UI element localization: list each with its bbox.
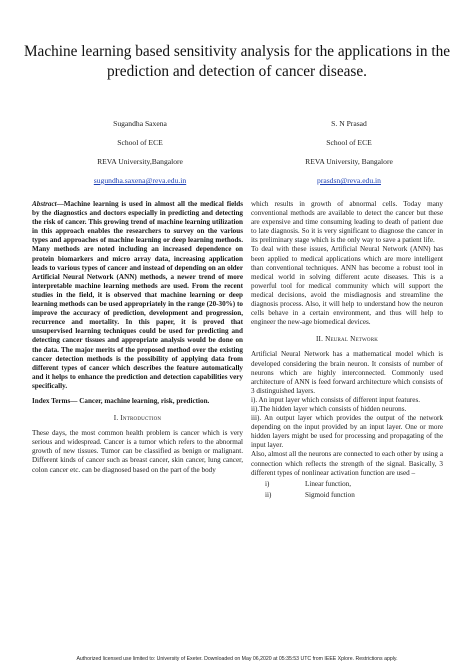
abstract-text: —Machine learning is used in almost all the medical fields by the diagnostics and doctors especially in predicting and detecting the risk of cancer. This growing trend of machine learning utilization in this approach enables the researchers to survey on the various types and approaches of machine learning or deep learning methods. Many methods are noted including an increased dependence on protein biomarkers and micro array data, increasing application leads to various types of cancer and instead of depending on an older Artificial Neural Network (ANN) methods, a newer trend of more interpretable machine learning methods are used. From the recent studies in the field, it is observed that machine learning or deep learning methods can be used appropriately in the range (20-30%) to improve the accuracy of prediction, development and progression, recurrence and mortality. In this paper, it is proved that unsupervised learning techniques could be used for predicting and detecting cancer tissues and appropriate analysis would be done on the data. The major merits of the proposed method over the existing cancer detection methods is the possibility of applying data from different types of cancer which describes the feature automatically and it helps to enhance the prediction and detection capabilities very specifically. — [32, 200, 243, 390]
index-terms: Index Terms— Cancer, machine learning, risk, prediction. — [32, 396, 210, 405]
activation-list-item: ii) Sigmoid function — [265, 490, 355, 499]
paper-title: Machine learning based sensitivity analysis for the applications in the prediction and detection of cancer disease. — [23, 43, 451, 80]
author-email-link[interactable]: prasdsn@reva.edu.in — [317, 176, 381, 185]
author-institution: REVA University,Bangalore — [97, 157, 183, 166]
abstract — [32, 200, 243, 391]
author-department: School of ECE — [326, 138, 372, 147]
left-column — [32, 200, 243, 475]
paragraph: Artificial Neural Network has a mathematical model which is developed considering the brain neuron. It consists of number of neurons which are highly interconnected. Commonly used architecture of ANN is feed forward architecture which consists of 3 distinguished layers. — [251, 350, 443, 395]
author-department: School of ECE — [117, 138, 163, 147]
paragraph: To deal with these issues, Artificial Neural Network (ANN) has been applied to medical applications which are more intelligent than conventional techniques. ANN has become a robust tool in medical world in solving different acute diseases. This is a powerful tool for medical community which will support the medical decisions, avoid the misdiagnosis and streamline the diagnosis process. Also, it will help to understand how the neuron cells behave in a certain environment, and thus will help to engineer the new-age biomedical devices. — [251, 245, 443, 327]
right-column — [251, 200, 443, 500]
author-block-1 — [40, 114, 240, 190]
section-heading-neural-network: II. Neural Network — [315, 335, 379, 344]
author-email-link[interactable]: sugundha.saxena@reva.edu.in — [93, 176, 187, 185]
layer-list-item: iii). An output layer which provides the output of the network depending on the input provided by an input layer. One or more hidden layers might be used for processing and propagating of the input layer. — [251, 414, 443, 450]
author-name: S. N Prasad — [331, 119, 367, 128]
activation-list-item: i) Linear function, — [265, 479, 351, 488]
author-block-2 — [249, 114, 449, 190]
abstract-label: Abstract — [32, 200, 57, 208]
author-institution: REVA University, Bangalore — [305, 157, 393, 166]
paragraph: Also, almost all the neurons are connected to each other by using a connection which reflects the strength of the signal. Basically, 3 different types of nonlinear activation function are used – — [251, 450, 443, 477]
layer-list-item: ii).The hidden layer which consists of hidden neurons. — [251, 404, 407, 413]
author-name: Sugandha Saxena — [113, 119, 167, 128]
layer-list-item: i). An input layer which consists of different input features. — [251, 395, 421, 404]
section-heading-introduction: I. Introduction — [113, 414, 162, 423]
intro-paragraph: These days, the most common health problem is cancer which is very serious and widespread. Cancer is a tumor which refers to the abnormal growth of new tissues. Tumor can be classified as benign or malignant. Different kinds of cancer such as breast cancer, skin cancer, lung cancer, colon cancer etc. can be diagnosed based on the part of the body — [32, 429, 243, 474]
paragraph: which results in growth of abnormal cells. Today many conventional methods are available to detect the cancer but these are expensive and time consuming leading to death of patient due to late diagnosis. So it is very significant to diagnose the cancer in its preliminary stage which is the only way to save a patient life. — [251, 200, 443, 245]
license-footer: Authorized licensed use limited to: University of Exeter. Downloaded on May 06,2020 at 05:35:53 UTC from IEEE Xplore. Restrictions apply. — [76, 656, 398, 662]
